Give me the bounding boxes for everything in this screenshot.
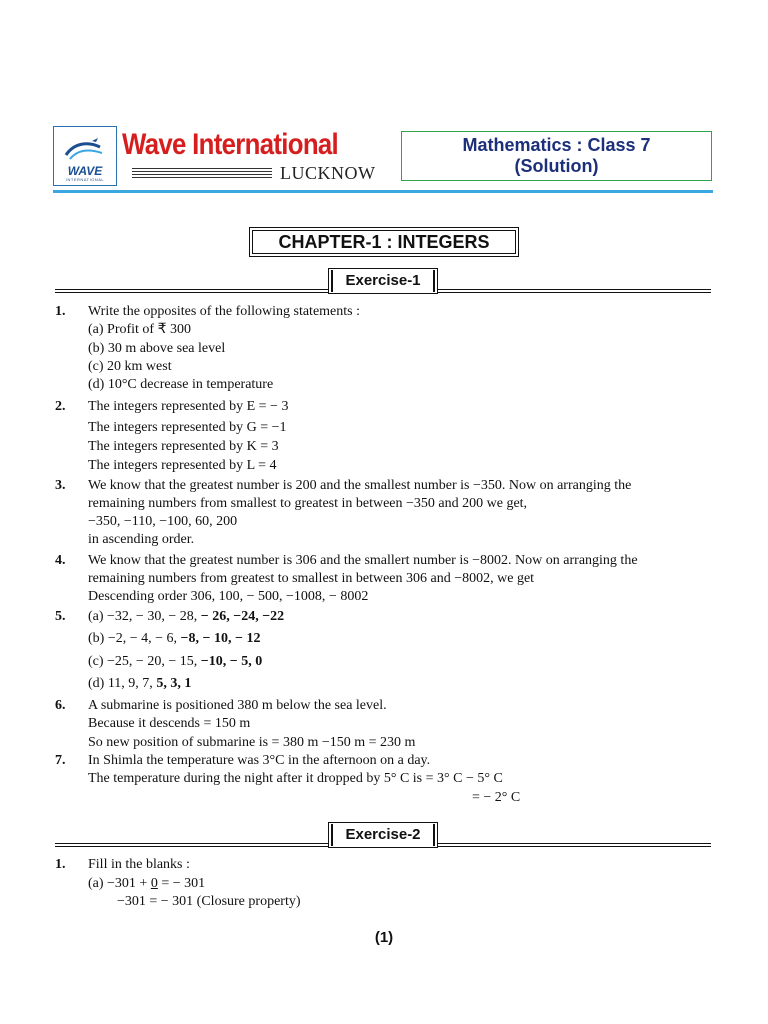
e2q1-text: Fill in the blanks : bbox=[88, 857, 190, 872]
q2-line: The integers represented by L = 4 bbox=[88, 458, 277, 473]
subject-subtitle: (Solution) bbox=[514, 156, 599, 176]
q4-line: remaining numbers from greatest to smallest in between 306 and −8002, we get bbox=[88, 571, 535, 586]
exercise-1-heading: Exercise-1 bbox=[331, 270, 435, 292]
question-number: 2. bbox=[55, 399, 66, 414]
brand-decor-lines bbox=[132, 168, 272, 181]
exercise-2-heading: Exercise-2 bbox=[331, 824, 435, 846]
q3-line: remaining numbers from smallest to greatest in between −350 and 200 we get, bbox=[88, 496, 528, 511]
q6-line: Because it descends = 150 m bbox=[88, 716, 251, 731]
q4-line: Descending order 306, 100, − 500, −1008, − 8002 bbox=[88, 589, 369, 604]
logo-word: WAVE bbox=[67, 164, 103, 178]
q7-line: The temperature during the night after it dropped by 5° C is = 3° C − 5° C bbox=[88, 771, 503, 786]
q2-line: The integers represented by E = − 3 bbox=[88, 399, 289, 414]
q2-line: The integers represented by K = 3 bbox=[88, 439, 279, 454]
wave-logo-icon bbox=[62, 137, 106, 163]
q5-a-given: (a) −32, − 30, − 28, bbox=[88, 609, 201, 624]
q1-a: (a) Profit of ₹ 300 bbox=[88, 322, 191, 337]
subject-title-box bbox=[401, 131, 712, 181]
q5-c bbox=[88, 653, 262, 670]
exercise-1-box bbox=[328, 268, 438, 294]
q2-line: The integers represented by G = −1 bbox=[88, 420, 287, 435]
q7-line: In Shimla the temperature was 3°C in the afternoon on a day. bbox=[88, 753, 431, 768]
q1-d: (d) 10°C decrease in temperature bbox=[88, 377, 274, 392]
q4-line: We know that the greatest number is 306 and the smallert number is −8002. Now on arranging the bbox=[88, 553, 638, 568]
page-number: (1) bbox=[374, 929, 394, 946]
q5-a-answer: − 26, −24, −22 bbox=[200, 609, 285, 624]
e2q1-a-post: = − 301 bbox=[157, 876, 206, 891]
question-number: 7. bbox=[55, 753, 66, 768]
q3-line: We know that the greatest number is 200 and the smallest number is −350. Now on arranging the bbox=[88, 478, 632, 493]
chapter-heading-box bbox=[249, 227, 519, 257]
q5-b-given: (b) −2, − 4, − 6, bbox=[88, 631, 181, 646]
logo bbox=[53, 126, 117, 186]
q3-line: in ascending order. bbox=[88, 532, 195, 547]
e2q1-a-pre: (a) −301 + bbox=[88, 876, 151, 891]
header-rule bbox=[53, 190, 713, 193]
q1-b: (b) 30 m above sea level bbox=[88, 341, 226, 356]
q5-a bbox=[88, 608, 284, 625]
question-number: 6. bbox=[55, 698, 66, 713]
q5-b-answer: −8, − 10, − 12 bbox=[180, 631, 261, 646]
q6-line: A submarine is positioned 380 m below the sea level. bbox=[88, 698, 387, 713]
question-number: 3. bbox=[55, 478, 66, 493]
q1-text: Write the opposites of the following statements : bbox=[88, 304, 360, 319]
q5-d-answer: 5, 3, 1 bbox=[156, 676, 192, 691]
brand-city: LUCKNOW bbox=[280, 163, 376, 183]
e2q1-a bbox=[88, 875, 205, 892]
q1-c: (c) 20 km west bbox=[88, 359, 172, 374]
exercise-2-box bbox=[328, 822, 438, 848]
q5-c-answer: −10, − 5, 0 bbox=[200, 654, 263, 669]
q3-line: −350, −110, −100, 60, 200 bbox=[88, 514, 238, 529]
q5-c-given: (c) −25, − 20, − 15, bbox=[88, 654, 201, 669]
q5-d-given: (d) 11, 9, 7, bbox=[88, 676, 157, 691]
q6-line: So new position of submarine is = 380 m −150 m = 230 m bbox=[88, 735, 416, 750]
exercise-1-band bbox=[55, 268, 711, 292]
question-number: 4. bbox=[55, 553, 66, 568]
exercise-2-band bbox=[55, 822, 711, 846]
question-number: 5. bbox=[55, 609, 66, 624]
subject-title: Mathematics : Class 7 bbox=[462, 135, 651, 155]
q5-d bbox=[88, 675, 191, 692]
q7-line: = − 2° C bbox=[472, 790, 521, 805]
e2q1-a-blank: 0 bbox=[150, 876, 158, 891]
brand-name: Wave International bbox=[122, 128, 339, 161]
question-number: 1. bbox=[55, 857, 66, 872]
question-number: 1. bbox=[55, 304, 66, 319]
e2q1-a2: −301 = − 301 (Closure property) bbox=[117, 894, 301, 909]
q5-b bbox=[88, 630, 260, 647]
logo-subtext: INTERNATIONAL bbox=[65, 177, 105, 182]
chapter-heading: CHAPTER-1 : INTEGERS bbox=[252, 230, 516, 254]
